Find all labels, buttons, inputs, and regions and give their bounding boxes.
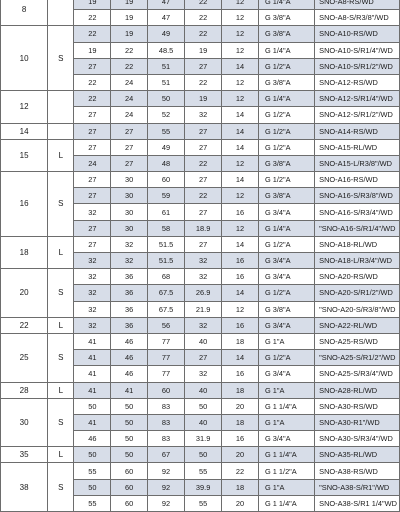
model-code-cell: SNO-A35-RL/WD: [315, 447, 400, 463]
col-b-cell: 50: [111, 447, 148, 463]
col-a-cell: 32: [74, 285, 111, 301]
table-row: [1, 0, 400, 10]
series-type-cell: L: [48, 236, 74, 268]
col-c-cell: 67.5: [148, 301, 185, 317]
col-d-cell: 22: [185, 74, 222, 90]
col-e-cell: 12: [222, 74, 259, 90]
thread-size-cell: G 3/8"A: [258, 301, 314, 317]
col-a-cell: 19: [74, 0, 111, 10]
col-e-cell: 12: [222, 42, 259, 58]
col-a-cell: 55: [74, 463, 111, 479]
col-e-cell: 22: [222, 463, 259, 479]
col-e-cell: 14: [222, 58, 259, 74]
thread-size-cell: G 1/4"A: [258, 0, 314, 10]
col-b-cell: 41: [111, 382, 148, 398]
col-d-cell: 19: [185, 91, 222, 107]
col-c-cell: 51: [148, 74, 185, 90]
col-a-cell: 27: [74, 139, 111, 155]
thread-size-cell: G 3/8"A: [258, 188, 314, 204]
col-d-cell: 55: [185, 495, 222, 511]
col-e-cell: 16: [222, 204, 259, 220]
col-d-cell: 26.9: [185, 285, 222, 301]
col-a-cell: 22: [74, 10, 111, 26]
col-c-cell: 56: [148, 317, 185, 333]
col-b-cell: 60: [111, 463, 148, 479]
thread-size-cell: G 1/2"A: [258, 107, 314, 123]
series-type-cell: S: [48, 269, 74, 318]
size-group-cell: 25: [1, 333, 48, 382]
col-e-cell: 16: [222, 253, 259, 269]
col-a-cell: 32: [74, 269, 111, 285]
series-type-cell: L: [48, 382, 74, 398]
model-code-cell: SNO-A16-S/R3/4"/WD: [315, 204, 400, 220]
model-code-cell: SNO-A20-RS/WD: [315, 269, 400, 285]
col-b-cell: 27: [111, 123, 148, 139]
col-d-cell: 32: [185, 366, 222, 382]
col-a-cell: 32: [74, 301, 111, 317]
thread-size-cell: G 3/4"A: [258, 253, 314, 269]
col-e-cell: 18: [222, 479, 259, 495]
thread-size-cell: G 1 1/4"A: [258, 398, 314, 414]
col-d-cell: 40: [185, 333, 222, 349]
size-group-cell: 35: [1, 447, 48, 463]
col-c-cell: 77: [148, 366, 185, 382]
thread-size-cell: G 1"A: [258, 382, 314, 398]
col-c-cell: 58: [148, 220, 185, 236]
col-d-cell: 32: [185, 269, 222, 285]
col-b-cell: 46: [111, 333, 148, 349]
size-group-cell: 8: [1, 0, 48, 26]
col-a-cell: 27: [74, 220, 111, 236]
table-row: [1, 26, 400, 42]
col-b-cell: 30: [111, 172, 148, 188]
col-b-cell: 22: [111, 58, 148, 74]
thread-size-cell: G 1/2"A: [258, 123, 314, 139]
model-code-cell: SNO-A8-RS/WD: [315, 0, 400, 10]
model-code-cell: "SNO-A20-S/R3/8"/WD: [315, 301, 400, 317]
col-b-cell: 60: [111, 495, 148, 511]
col-d-cell: 27: [185, 350, 222, 366]
col-b-cell: 36: [111, 285, 148, 301]
col-b-cell: 19: [111, 0, 148, 10]
col-b-cell: 36: [111, 301, 148, 317]
col-c-cell: 50: [148, 91, 185, 107]
col-b-cell: 32: [111, 253, 148, 269]
table-row: [1, 172, 400, 188]
col-d-cell: 32: [185, 317, 222, 333]
col-c-cell: 59: [148, 188, 185, 204]
series-type-cell: [48, 123, 74, 139]
col-e-cell: 12: [222, 155, 259, 171]
thread-size-cell: G 3/4"A: [258, 366, 314, 382]
table-row: [1, 269, 400, 285]
thread-size-cell: G 1/2"A: [258, 58, 314, 74]
col-c-cell: 47: [148, 10, 185, 26]
col-c-cell: 83: [148, 398, 185, 414]
size-group-cell: 30: [1, 398, 48, 447]
series-type-cell: S: [48, 26, 74, 91]
model-code-cell: SNO-A16-S/R3/8"/WD: [315, 188, 400, 204]
series-type-cell: L: [48, 317, 74, 333]
thread-size-cell: G 1/4"A: [258, 42, 314, 58]
size-group-cell: 18: [1, 236, 48, 268]
col-c-cell: 60: [148, 382, 185, 398]
col-a-cell: 22: [74, 74, 111, 90]
size-group-cell: 22: [1, 317, 48, 333]
col-d-cell: 22: [185, 188, 222, 204]
col-b-cell: 36: [111, 317, 148, 333]
size-group-cell: 20: [1, 269, 48, 318]
series-type-cell: L: [48, 139, 74, 171]
col-b-cell: 24: [111, 91, 148, 107]
col-c-cell: 52: [148, 107, 185, 123]
col-b-cell: 46: [111, 366, 148, 382]
table-row: [1, 317, 400, 333]
col-a-cell: 19: [74, 42, 111, 58]
col-d-cell: 40: [185, 382, 222, 398]
size-group-cell: 14: [1, 123, 48, 139]
model-code-cell: SNO-A16-RS/WD: [315, 172, 400, 188]
size-group-cell: 28: [1, 382, 48, 398]
thread-size-cell: G 1"A: [258, 333, 314, 349]
col-c-cell: 49: [148, 26, 185, 42]
table-row: [1, 463, 400, 479]
size-group-cell: 12: [1, 91, 48, 123]
col-d-cell: 32: [185, 253, 222, 269]
col-e-cell: 16: [222, 431, 259, 447]
col-e-cell: 12: [222, 0, 259, 10]
col-a-cell: 32: [74, 253, 111, 269]
model-code-cell: SNO-A20-S/R1/2"/WD: [315, 285, 400, 301]
col-d-cell: 27: [185, 139, 222, 155]
col-c-cell: 67: [148, 447, 185, 463]
col-c-cell: 92: [148, 495, 185, 511]
col-b-cell: 22: [111, 42, 148, 58]
col-a-cell: 41: [74, 333, 111, 349]
col-b-cell: 24: [111, 74, 148, 90]
model-code-cell: SNO-A30-S/R3/4"/WD: [315, 431, 400, 447]
col-a-cell: 41: [74, 414, 111, 430]
col-b-cell: 30: [111, 188, 148, 204]
series-type-cell: [48, 91, 74, 123]
col-b-cell: 60: [111, 479, 148, 495]
series-type-cell: S: [48, 172, 74, 237]
col-a-cell: 27: [74, 123, 111, 139]
thread-size-cell: G 1/2"A: [258, 350, 314, 366]
col-e-cell: 20: [222, 495, 259, 511]
col-d-cell: 22: [185, 26, 222, 42]
thread-size-cell: G 1/2"A: [258, 236, 314, 252]
col-a-cell: 41: [74, 350, 111, 366]
thread-size-cell: G 1/2"A: [258, 172, 314, 188]
col-e-cell: 12: [222, 10, 259, 26]
series-type-cell: S: [48, 333, 74, 382]
table-body: [1, 0, 400, 512]
thread-size-cell: G 1"A: [258, 479, 314, 495]
col-d-cell: 27: [185, 236, 222, 252]
series-type-cell: S: [48, 463, 74, 512]
col-c-cell: 48: [148, 155, 185, 171]
col-e-cell: 16: [222, 366, 259, 382]
col-a-cell: 50: [74, 479, 111, 495]
col-e-cell: 14: [222, 285, 259, 301]
thread-size-cell: G 3/8"A: [258, 155, 314, 171]
col-d-cell: 27: [185, 58, 222, 74]
col-e-cell: 18: [222, 414, 259, 430]
table-row: [1, 333, 400, 349]
thread-size-cell: G 3/4"A: [258, 431, 314, 447]
model-code-cell: SNO-A10-S/R1/2"/WD: [315, 58, 400, 74]
col-d-cell: 21.9: [185, 301, 222, 317]
col-e-cell: 16: [222, 317, 259, 333]
col-d-cell: 19: [185, 42, 222, 58]
col-b-cell: 30: [111, 220, 148, 236]
model-code-cell: SNO-A15-RL/WD: [315, 139, 400, 155]
thread-size-cell: G 1/2"A: [258, 139, 314, 155]
col-d-cell: 22: [185, 0, 222, 10]
thread-size-cell: G 3/8"A: [258, 26, 314, 42]
col-e-cell: 14: [222, 139, 259, 155]
thread-size-cell: G 1"A: [258, 414, 314, 430]
thread-size-cell: G 1 1/4"A: [258, 447, 314, 463]
model-code-cell: SNO-A30-R1"/WD: [315, 414, 400, 430]
col-c-cell: 51.5: [148, 253, 185, 269]
series-type-cell: [48, 0, 74, 26]
table-row: [1, 447, 400, 463]
col-a-cell: 50: [74, 447, 111, 463]
thread-size-cell: G 1/2"A: [258, 285, 314, 301]
col-e-cell: 14: [222, 350, 259, 366]
col-d-cell: 18.9: [185, 220, 222, 236]
col-c-cell: 49: [148, 139, 185, 155]
col-d-cell: 31.9: [185, 431, 222, 447]
table-row: [1, 123, 400, 139]
model-code-cell: SNO-A8-S/R3/8"/WD: [315, 10, 400, 26]
size-group-cell: 16: [1, 172, 48, 237]
col-c-cell: 77: [148, 350, 185, 366]
col-b-cell: 27: [111, 139, 148, 155]
col-c-cell: 83: [148, 431, 185, 447]
model-code-cell: SNO-A25-S/R3/4"/WD: [315, 366, 400, 382]
col-e-cell: 18: [222, 333, 259, 349]
col-a-cell: 50: [74, 398, 111, 414]
col-a-cell: 22: [74, 26, 111, 42]
table-row: [1, 139, 400, 155]
thread-size-cell: G 1 1/4"A: [258, 495, 314, 511]
col-e-cell: 12: [222, 220, 259, 236]
thread-size-cell: G 3/4"A: [258, 269, 314, 285]
col-d-cell: 27: [185, 172, 222, 188]
col-d-cell: 32: [185, 107, 222, 123]
model-code-cell: SNO-A10-S/R1/4"/WD: [315, 42, 400, 58]
col-e-cell: 14: [222, 107, 259, 123]
col-c-cell: 67.5: [148, 285, 185, 301]
model-code-cell: SNO-A38-S/R1 1/4"WD: [315, 495, 400, 511]
col-d-cell: 39.9: [185, 479, 222, 495]
col-a-cell: 27: [74, 236, 111, 252]
col-a-cell: 46: [74, 431, 111, 447]
col-c-cell: 83: [148, 414, 185, 430]
col-e-cell: 12: [222, 188, 259, 204]
col-e-cell: 14: [222, 236, 259, 252]
col-b-cell: 50: [111, 398, 148, 414]
col-b-cell: 36: [111, 269, 148, 285]
model-code-cell: SNO-A12-RS/WD: [315, 74, 400, 90]
model-code-cell: SNO-A15-L/R3/8"/WD: [315, 155, 400, 171]
col-c-cell: 61: [148, 204, 185, 220]
model-code-cell: SNO-A18-L/R3/4"/WD: [315, 253, 400, 269]
model-code-cell: "SNO-A38-S/R1"/WD: [315, 479, 400, 495]
col-c-cell: 92: [148, 463, 185, 479]
model-code-cell: SNO-A30-RS/WD: [315, 398, 400, 414]
series-type-cell: S: [48, 398, 74, 447]
col-a-cell: 27: [74, 107, 111, 123]
col-a-cell: 41: [74, 382, 111, 398]
col-d-cell: 27: [185, 204, 222, 220]
col-b-cell: 19: [111, 26, 148, 42]
table-row: [1, 398, 400, 414]
col-d-cell: 22: [185, 10, 222, 26]
thread-size-cell: G 3/8"A: [258, 74, 314, 90]
col-c-cell: 55: [148, 123, 185, 139]
model-code-cell: SNO-A22-RL/WD: [315, 317, 400, 333]
thread-size-cell: G 1 1/2"A: [258, 463, 314, 479]
model-code-cell: SNO-A18-RL/WD: [315, 236, 400, 252]
col-a-cell: 55: [74, 495, 111, 511]
size-group-cell: 15: [1, 139, 48, 171]
model-code-cell: SNO-A28-RL/WD: [315, 382, 400, 398]
col-e-cell: 12: [222, 91, 259, 107]
col-a-cell: 41: [74, 366, 111, 382]
col-e-cell: 20: [222, 398, 259, 414]
col-b-cell: 24: [111, 107, 148, 123]
col-b-cell: 32: [111, 236, 148, 252]
col-d-cell: 55: [185, 463, 222, 479]
col-d-cell: 50: [185, 398, 222, 414]
model-code-cell: SNO-A10-RS/WD: [315, 26, 400, 42]
series-type-cell: L: [48, 447, 74, 463]
col-c-cell: 51: [148, 58, 185, 74]
col-a-cell: 32: [74, 317, 111, 333]
col-e-cell: 14: [222, 123, 259, 139]
col-e-cell: 12: [222, 301, 259, 317]
col-e-cell: 12: [222, 26, 259, 42]
table-row: [1, 91, 400, 107]
col-b-cell: 50: [111, 414, 148, 430]
thread-size-cell: G 3/8"A: [258, 10, 314, 26]
col-b-cell: 30: [111, 204, 148, 220]
model-code-cell: SNO-A25-RS/WD: [315, 333, 400, 349]
col-b-cell: 19: [111, 10, 148, 26]
model-code-cell: SNO-A12-S/R1/4"/WD: [315, 91, 400, 107]
thread-size-cell: G 3/4"A: [258, 204, 314, 220]
col-e-cell: 14: [222, 172, 259, 188]
col-c-cell: 77: [148, 333, 185, 349]
col-c-cell: 92: [148, 479, 185, 495]
model-code-cell: SNO-A14-RS/WD: [315, 123, 400, 139]
col-a-cell: 32: [74, 204, 111, 220]
col-b-cell: 46: [111, 350, 148, 366]
model-code-cell: "SNO-A16-S/R1/4"/WD: [315, 220, 400, 236]
col-e-cell: 20: [222, 447, 259, 463]
col-a-cell: 24: [74, 155, 111, 171]
col-e-cell: 18: [222, 382, 259, 398]
col-c-cell: 48.5: [148, 42, 185, 58]
col-c-cell: 51.5: [148, 236, 185, 252]
col-c-cell: 60: [148, 172, 185, 188]
col-a-cell: 27: [74, 172, 111, 188]
col-a-cell: 27: [74, 58, 111, 74]
col-b-cell: 27: [111, 155, 148, 171]
col-d-cell: 40: [185, 414, 222, 430]
col-a-cell: 27: [74, 188, 111, 204]
model-code-cell: "SNO-A25-S/R1/2"/WD: [315, 350, 400, 366]
col-c-cell: 68: [148, 269, 185, 285]
col-a-cell: 22: [74, 91, 111, 107]
col-d-cell: 22: [185, 155, 222, 171]
model-code-cell: SNO-A38-RS/WD: [315, 463, 400, 479]
thread-size-cell: G 1/4"A: [258, 91, 314, 107]
col-d-cell: 27: [185, 123, 222, 139]
thread-size-cell: G 3/4"A: [258, 317, 314, 333]
col-c-cell: 47: [148, 0, 185, 10]
model-code-cell: SNO-A12-S/R1/2"/WD: [315, 107, 400, 123]
thread-size-cell: G 1/4"A: [258, 220, 314, 236]
col-b-cell: 50: [111, 431, 148, 447]
size-group-cell: 38: [1, 463, 48, 512]
table-row: [1, 236, 400, 252]
col-e-cell: 16: [222, 269, 259, 285]
size-group-cell: 10: [1, 26, 48, 91]
col-d-cell: 50: [185, 447, 222, 463]
table-row: [1, 382, 400, 398]
